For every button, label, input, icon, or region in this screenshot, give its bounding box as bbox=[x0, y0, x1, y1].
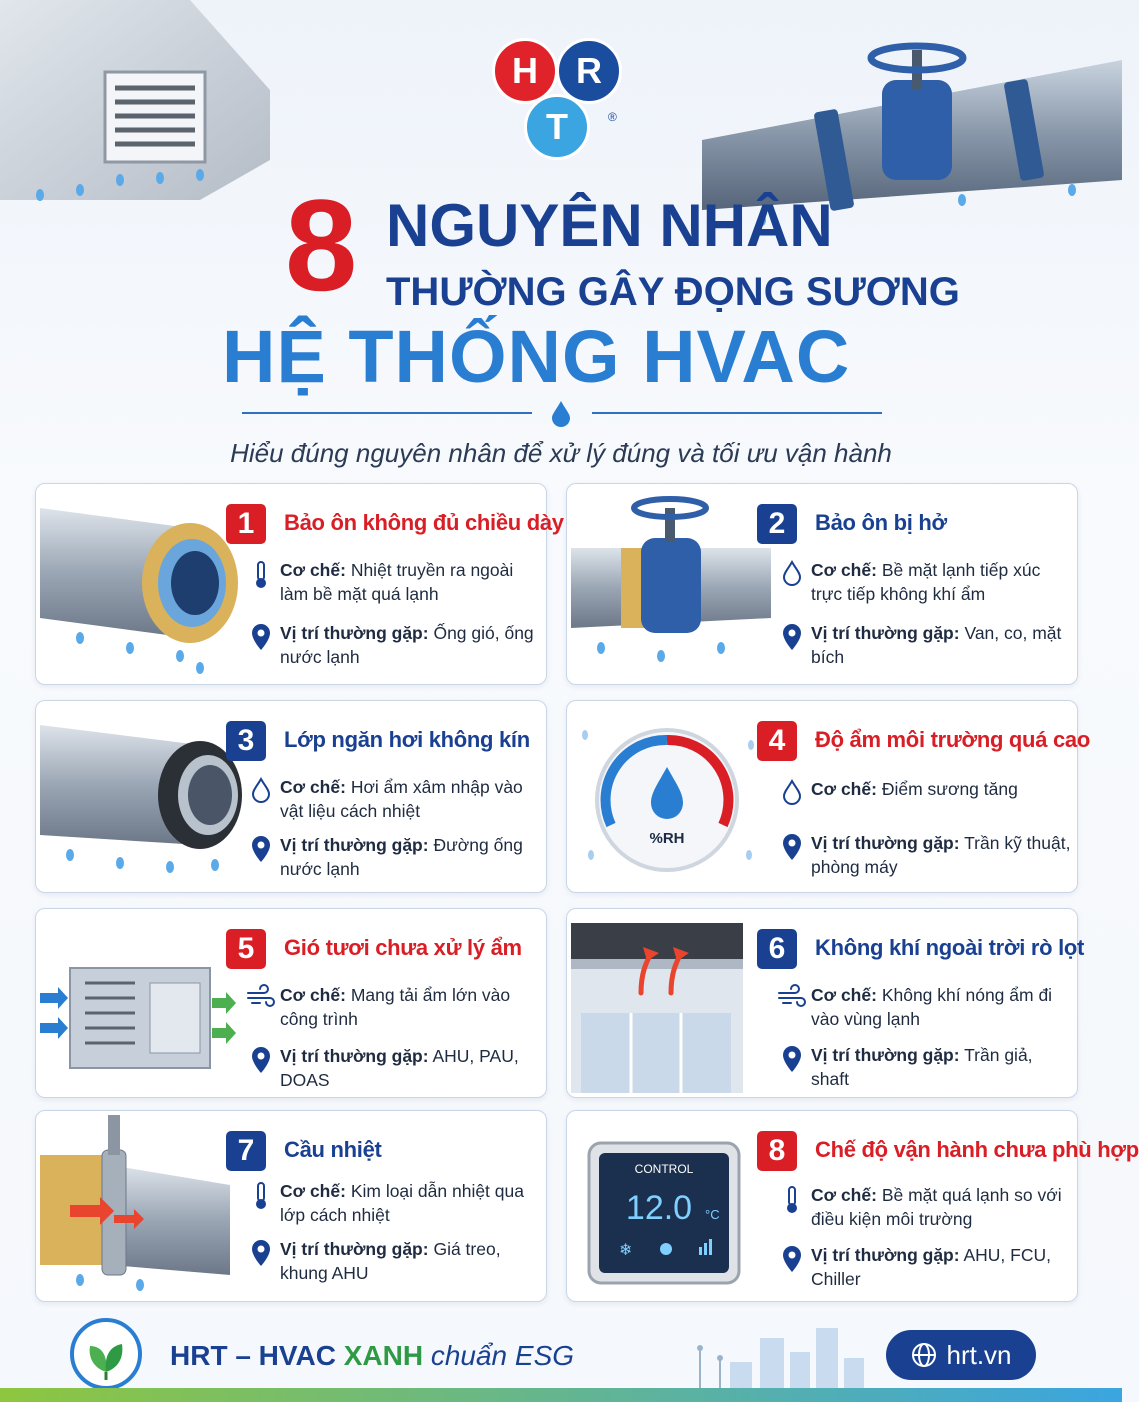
mechanism-text: Hơi ẩm xâm nhập vào vật liệu cách nhiệt bbox=[280, 777, 523, 821]
mechanism-row bbox=[773, 983, 1073, 1031]
registered-mark: ® bbox=[608, 110, 617, 124]
cause-number: 8 bbox=[757, 1131, 797, 1171]
title-line-1: NGUYÊN NHÂN bbox=[386, 192, 833, 259]
insulated-pipe-illustration bbox=[40, 488, 240, 682]
location-row bbox=[242, 621, 542, 669]
cause-title: Độ ẩm môi trường quá cao bbox=[815, 727, 1090, 752]
location-text: Trần kỹ thuật, phòng máy bbox=[811, 833, 1071, 877]
mechanism-row bbox=[773, 1183, 1073, 1231]
mechanism-text: Kim loại dẫn nhiệt qua lớp cách nhiệt bbox=[280, 1181, 524, 1225]
title-number: 8 bbox=[285, 172, 354, 318]
duct-illustration bbox=[0, 0, 270, 210]
location-label: Vị trí thường gặp: bbox=[811, 833, 960, 853]
mechanism-label: Cơ chế: bbox=[811, 1185, 877, 1205]
wind-icon bbox=[777, 985, 807, 1009]
mechanism-row bbox=[773, 558, 1073, 606]
mechanism-row bbox=[242, 983, 542, 1031]
mechanism-text: Không khí nóng ẩm đi vào vùng lạnh bbox=[811, 985, 1053, 1029]
panel-unit: °C bbox=[705, 1207, 720, 1222]
location-row bbox=[773, 831, 1073, 879]
hrt-logo bbox=[490, 36, 640, 166]
ahu-illustration bbox=[40, 913, 240, 1095]
thermal-bridge-illustration bbox=[40, 1115, 240, 1299]
mechanism-label: Cơ chế: bbox=[280, 1181, 346, 1201]
location-text: Ống gió, ống nước lạnh bbox=[280, 623, 534, 667]
cause-title: Không khí ngoài trời rò lọt bbox=[815, 935, 1085, 960]
mechanism-text: Điểm sương tăng bbox=[881, 779, 1018, 799]
mechanism-label: Cơ chế: bbox=[811, 985, 877, 1005]
title-line-2: THƯỜNG GÂY ĐỌNG SƯƠNG bbox=[386, 270, 960, 314]
control-panel-illustration bbox=[571, 1115, 771, 1299]
location-pin-icon bbox=[781, 833, 803, 861]
droplet-icon bbox=[251, 777, 271, 803]
cause-number: 7 bbox=[226, 1131, 266, 1171]
subtitle: Hiểu đúng nguyên nhân để xử lý đúng và tối ưu vận hành bbox=[230, 438, 892, 468]
droplet-icon bbox=[550, 400, 572, 426]
website-text: hrt.vn bbox=[946, 1339, 1012, 1370]
location-text: Trần giả, shaft bbox=[811, 1045, 1033, 1089]
panel-value: 12.0 bbox=[625, 1189, 693, 1227]
thermometer-icon bbox=[783, 1185, 801, 1215]
logo-h: H bbox=[492, 38, 558, 104]
location-row bbox=[242, 1044, 542, 1092]
location-pin-icon bbox=[781, 1045, 803, 1073]
cause-number: 3 bbox=[226, 721, 266, 761]
location-label: Vị trí thường gặp: bbox=[811, 1245, 960, 1265]
cause-card-4 bbox=[566, 700, 1090, 893]
gauge-label: %RH bbox=[649, 830, 685, 847]
location-row bbox=[773, 1043, 1073, 1091]
cause-number: 5 bbox=[226, 929, 266, 969]
location-pin-icon bbox=[250, 1046, 272, 1074]
cause-number: 1 bbox=[226, 504, 266, 544]
location-label: Vị trí thường gặp: bbox=[811, 1045, 960, 1065]
cause-card-5 bbox=[35, 908, 547, 1098]
location-text: Giá treo, khung AHU bbox=[280, 1239, 501, 1283]
title-main: HỆ THỐNG HVAC bbox=[222, 315, 851, 398]
cause-title: Gió tươi chưa xử lý ẩm bbox=[284, 935, 522, 960]
location-label: Vị trí thường gặp: bbox=[811, 623, 960, 643]
location-label: Vị trí thường gặp: bbox=[280, 1046, 429, 1066]
title-divider bbox=[242, 400, 882, 426]
cause-title: Bảo ôn bị hở bbox=[815, 510, 947, 535]
cause-card-3 bbox=[35, 700, 547, 893]
website-link[interactable] bbox=[886, 1330, 1036, 1380]
location-pin-icon bbox=[781, 1245, 803, 1273]
mechanism-label: Cơ chế: bbox=[280, 985, 346, 1005]
brand-green: XANH bbox=[343, 1340, 424, 1371]
cause-title: Cầu nhiệt bbox=[284, 1137, 382, 1162]
footer-brand bbox=[170, 1340, 574, 1372]
droplet-icon bbox=[782, 779, 802, 805]
cause-title: Lớp ngăn hơi không kín bbox=[284, 727, 530, 752]
location-row bbox=[242, 1237, 542, 1285]
location-label: Vị trí thường gặp: bbox=[280, 1239, 429, 1259]
brand-part-1: HRT – HVAC bbox=[170, 1340, 344, 1371]
cause-card-2 bbox=[566, 483, 1078, 685]
mechanism-text: Bề mặt lạnh tiếp xúc trực tiếp không khí ẩm bbox=[811, 560, 1041, 604]
location-pin-icon bbox=[250, 835, 272, 863]
mechanism-label: Cơ chế: bbox=[811, 560, 877, 580]
thermometer-icon bbox=[252, 560, 270, 590]
svg-text:❄: ❄ bbox=[619, 1240, 633, 1259]
mechanism-row bbox=[242, 1179, 542, 1227]
mechanism-text: Nhiệt truyền ra ngoài làm bề mặt quá lạnh bbox=[280, 560, 514, 604]
cause-card-6 bbox=[566, 908, 1085, 1098]
thermometer-icon bbox=[252, 1181, 270, 1211]
mechanism-label: Cơ chế: bbox=[280, 777, 346, 797]
panel-label: CONTROL bbox=[634, 1162, 694, 1176]
location-text: Van, co, mặt bích bbox=[811, 623, 1062, 667]
mechanism-row bbox=[242, 775, 542, 823]
mechanism-text: Mang tải ẩm lớn vào công trình bbox=[280, 985, 511, 1029]
location-row bbox=[773, 1243, 1073, 1291]
humidity-gauge-illustration bbox=[571, 705, 771, 890]
brand-part-2: chuẩn ESG bbox=[423, 1340, 575, 1371]
cause-title: Bảo ôn không đủ chiều dày bbox=[284, 510, 564, 535]
eco-leaf-logo bbox=[70, 1318, 142, 1390]
location-text: Đường ống nước lạnh bbox=[280, 835, 523, 879]
cause-number: 2 bbox=[757, 504, 797, 544]
location-pin-icon bbox=[781, 623, 803, 651]
cause-card-8 bbox=[566, 1110, 1139, 1302]
valve-gap-illustration bbox=[571, 488, 771, 682]
mechanism-text: Bề mặt quá lạnh so với điều kiện môi trường bbox=[811, 1185, 1062, 1229]
location-text: AHU, FCU, Chiller bbox=[811, 1245, 1051, 1289]
mechanism-row bbox=[242, 558, 542, 606]
cause-number: 6 bbox=[757, 929, 797, 969]
location-label: Vị trí thường gặp: bbox=[280, 835, 429, 855]
cause-card-7 bbox=[35, 1110, 547, 1302]
mechanism-label: Cơ chế: bbox=[811, 779, 877, 799]
location-pin-icon bbox=[250, 1239, 272, 1267]
location-pin-icon bbox=[250, 623, 272, 651]
mechanism-row bbox=[773, 777, 1073, 805]
cause-card-1 bbox=[35, 483, 564, 685]
location-text: AHU, PAU, DOAS bbox=[280, 1046, 519, 1090]
logo-r: R bbox=[556, 38, 622, 104]
location-row bbox=[242, 833, 542, 881]
leaf-icon bbox=[74, 1322, 138, 1386]
location-row bbox=[773, 621, 1073, 669]
ceiling-leak-illustration bbox=[571, 913, 771, 1095]
cause-title: Chế độ vận hành chưa phù hợp bbox=[815, 1137, 1139, 1162]
bottom-wave bbox=[0, 1388, 1122, 1402]
wind-icon bbox=[246, 985, 276, 1009]
droplet-icon bbox=[782, 560, 802, 586]
cause-number: 4 bbox=[757, 721, 797, 761]
globe-icon bbox=[910, 1341, 938, 1369]
location-label: Vị trí thường gặp: bbox=[280, 623, 429, 643]
mechanism-label: Cơ chế: bbox=[280, 560, 346, 580]
vapor-barrier-illustration bbox=[40, 705, 240, 890]
logo-t: T bbox=[524, 94, 590, 160]
